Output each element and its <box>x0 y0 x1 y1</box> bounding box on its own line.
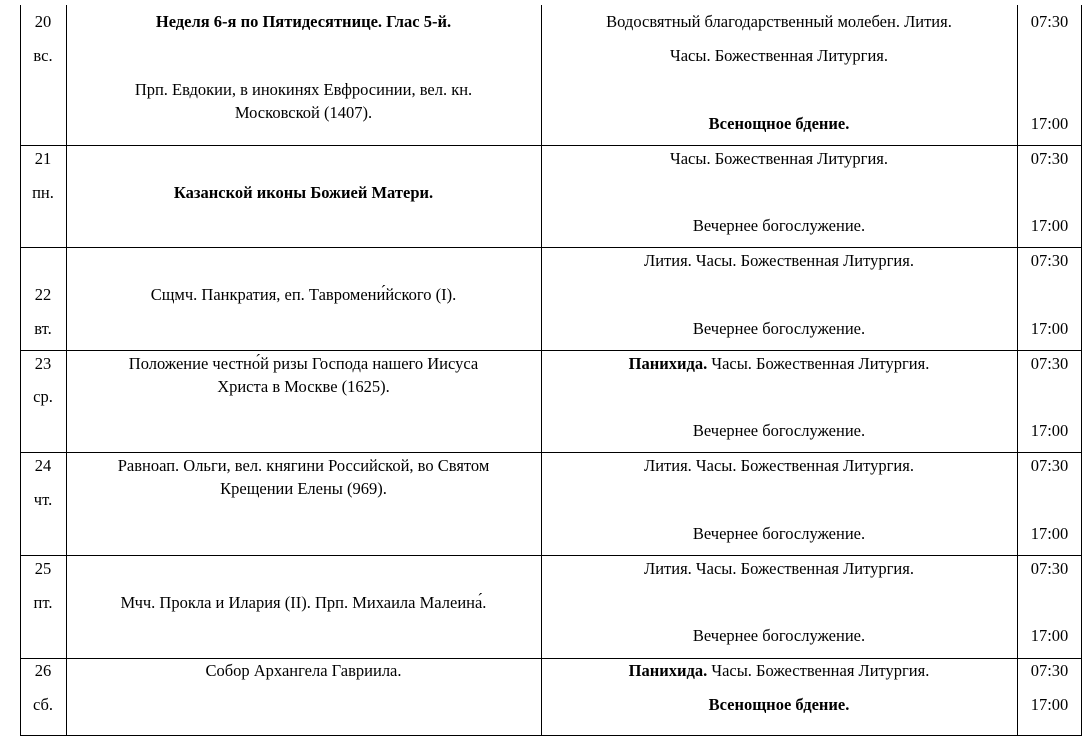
row-divider <box>20 452 1082 453</box>
feast-text: Равноап. Ольги, вел. княгини Российской, во Святом <box>117 456 490 475</box>
service-text-bold: Всенощное бдение. <box>708 695 850 714</box>
date-number: 22 <box>34 285 52 304</box>
date-number: 21 <box>34 149 52 168</box>
time: 07:30 <box>1030 354 1069 373</box>
weekday: сб. <box>32 695 54 714</box>
feast-text: Мчч. Прокла и Илария (II). Прп. Михаила Малеина́. <box>120 593 487 612</box>
row-divider <box>20 658 1082 659</box>
time: 17:00 <box>1030 114 1069 133</box>
date-number: 24 <box>34 456 52 475</box>
service-text: Часы. Божественная Литургия. <box>707 661 930 680</box>
service-text: Часы. Божественная Литургия. <box>707 354 930 373</box>
weekday: пн. <box>32 183 54 202</box>
feast-text: Прп. Евдокии, в инокинях Евфросинии, вел. кн. <box>134 80 473 99</box>
time: 17:00 <box>1030 216 1069 235</box>
table-border-bottom <box>20 735 1082 736</box>
service-text-bold: Панихида. <box>628 661 708 680</box>
schedule-table <box>20 5 1082 736</box>
row-divider <box>20 145 1082 146</box>
feast-text: Крещении Елены (969). <box>220 479 387 498</box>
service-text: Вечернее богослужение. <box>692 626 866 645</box>
time: 17:00 <box>1030 626 1069 645</box>
row-divider <box>20 350 1082 351</box>
feast-text: Собор Архангела Гавриила. <box>205 661 402 680</box>
service-text-bold: Всенощное бдение. <box>708 114 850 133</box>
time: 07:30 <box>1030 12 1069 31</box>
feast-text: Христа в Москве (1625). <box>217 377 390 396</box>
date-number: 26 <box>34 661 52 680</box>
time: 07:30 <box>1030 559 1069 578</box>
service-text: Вечернее богослужение. <box>692 216 866 235</box>
feast-text: Московской (1407). <box>234 103 373 122</box>
service-text: Лития. Часы. Божественная Литургия. <box>644 559 914 578</box>
time: 07:30 <box>1030 456 1069 475</box>
weekday: вс. <box>33 46 53 65</box>
time: 17:00 <box>1030 695 1069 714</box>
date-number: 25 <box>34 559 52 578</box>
time: 17:00 <box>1030 421 1069 440</box>
service-text-bold: Панихида. <box>628 354 708 373</box>
time: 07:30 <box>1030 661 1069 680</box>
time: 07:30 <box>1030 149 1069 168</box>
row-divider <box>20 555 1082 556</box>
service-text: Вечернее богослужение. <box>692 319 866 338</box>
weekday: ср. <box>33 387 53 406</box>
service-text: Лития. Часы. Божественная Литургия. <box>644 456 914 475</box>
weekday: пт. <box>33 593 53 612</box>
feast-text: Положение честно́й ризы Господа нашего Иисуса <box>128 354 479 373</box>
service-text: Вечернее богослужение. <box>692 421 866 440</box>
service-text: Вечернее богослужение. <box>692 524 866 543</box>
time: 07:30 <box>1030 251 1069 270</box>
feast-title: Казанской иконы Божией Матери. <box>173 183 434 202</box>
date-number: 23 <box>34 354 52 373</box>
feast-title: Неделя 6-я по Пятидесятнице. Глас 5-й. <box>155 12 452 31</box>
service-text: Часы. Божественная Литургия. <box>669 46 888 65</box>
row-divider <box>20 247 1082 248</box>
service-text: Часы. Божественная Литургия. <box>669 149 888 168</box>
service-text: Водосвятный благодарственный молебен. Лития. <box>606 12 952 31</box>
date-number: 20 <box>34 12 52 31</box>
weekday: чт. <box>33 490 53 509</box>
service-text: Лития. Часы. Божественная Литургия. <box>644 251 914 270</box>
time: 17:00 <box>1030 524 1069 543</box>
weekday: вт. <box>34 319 52 338</box>
feast-text: Сщмч. Панкратия, еп. Тавромени́йского (I). <box>150 285 457 304</box>
time: 17:00 <box>1030 319 1069 338</box>
